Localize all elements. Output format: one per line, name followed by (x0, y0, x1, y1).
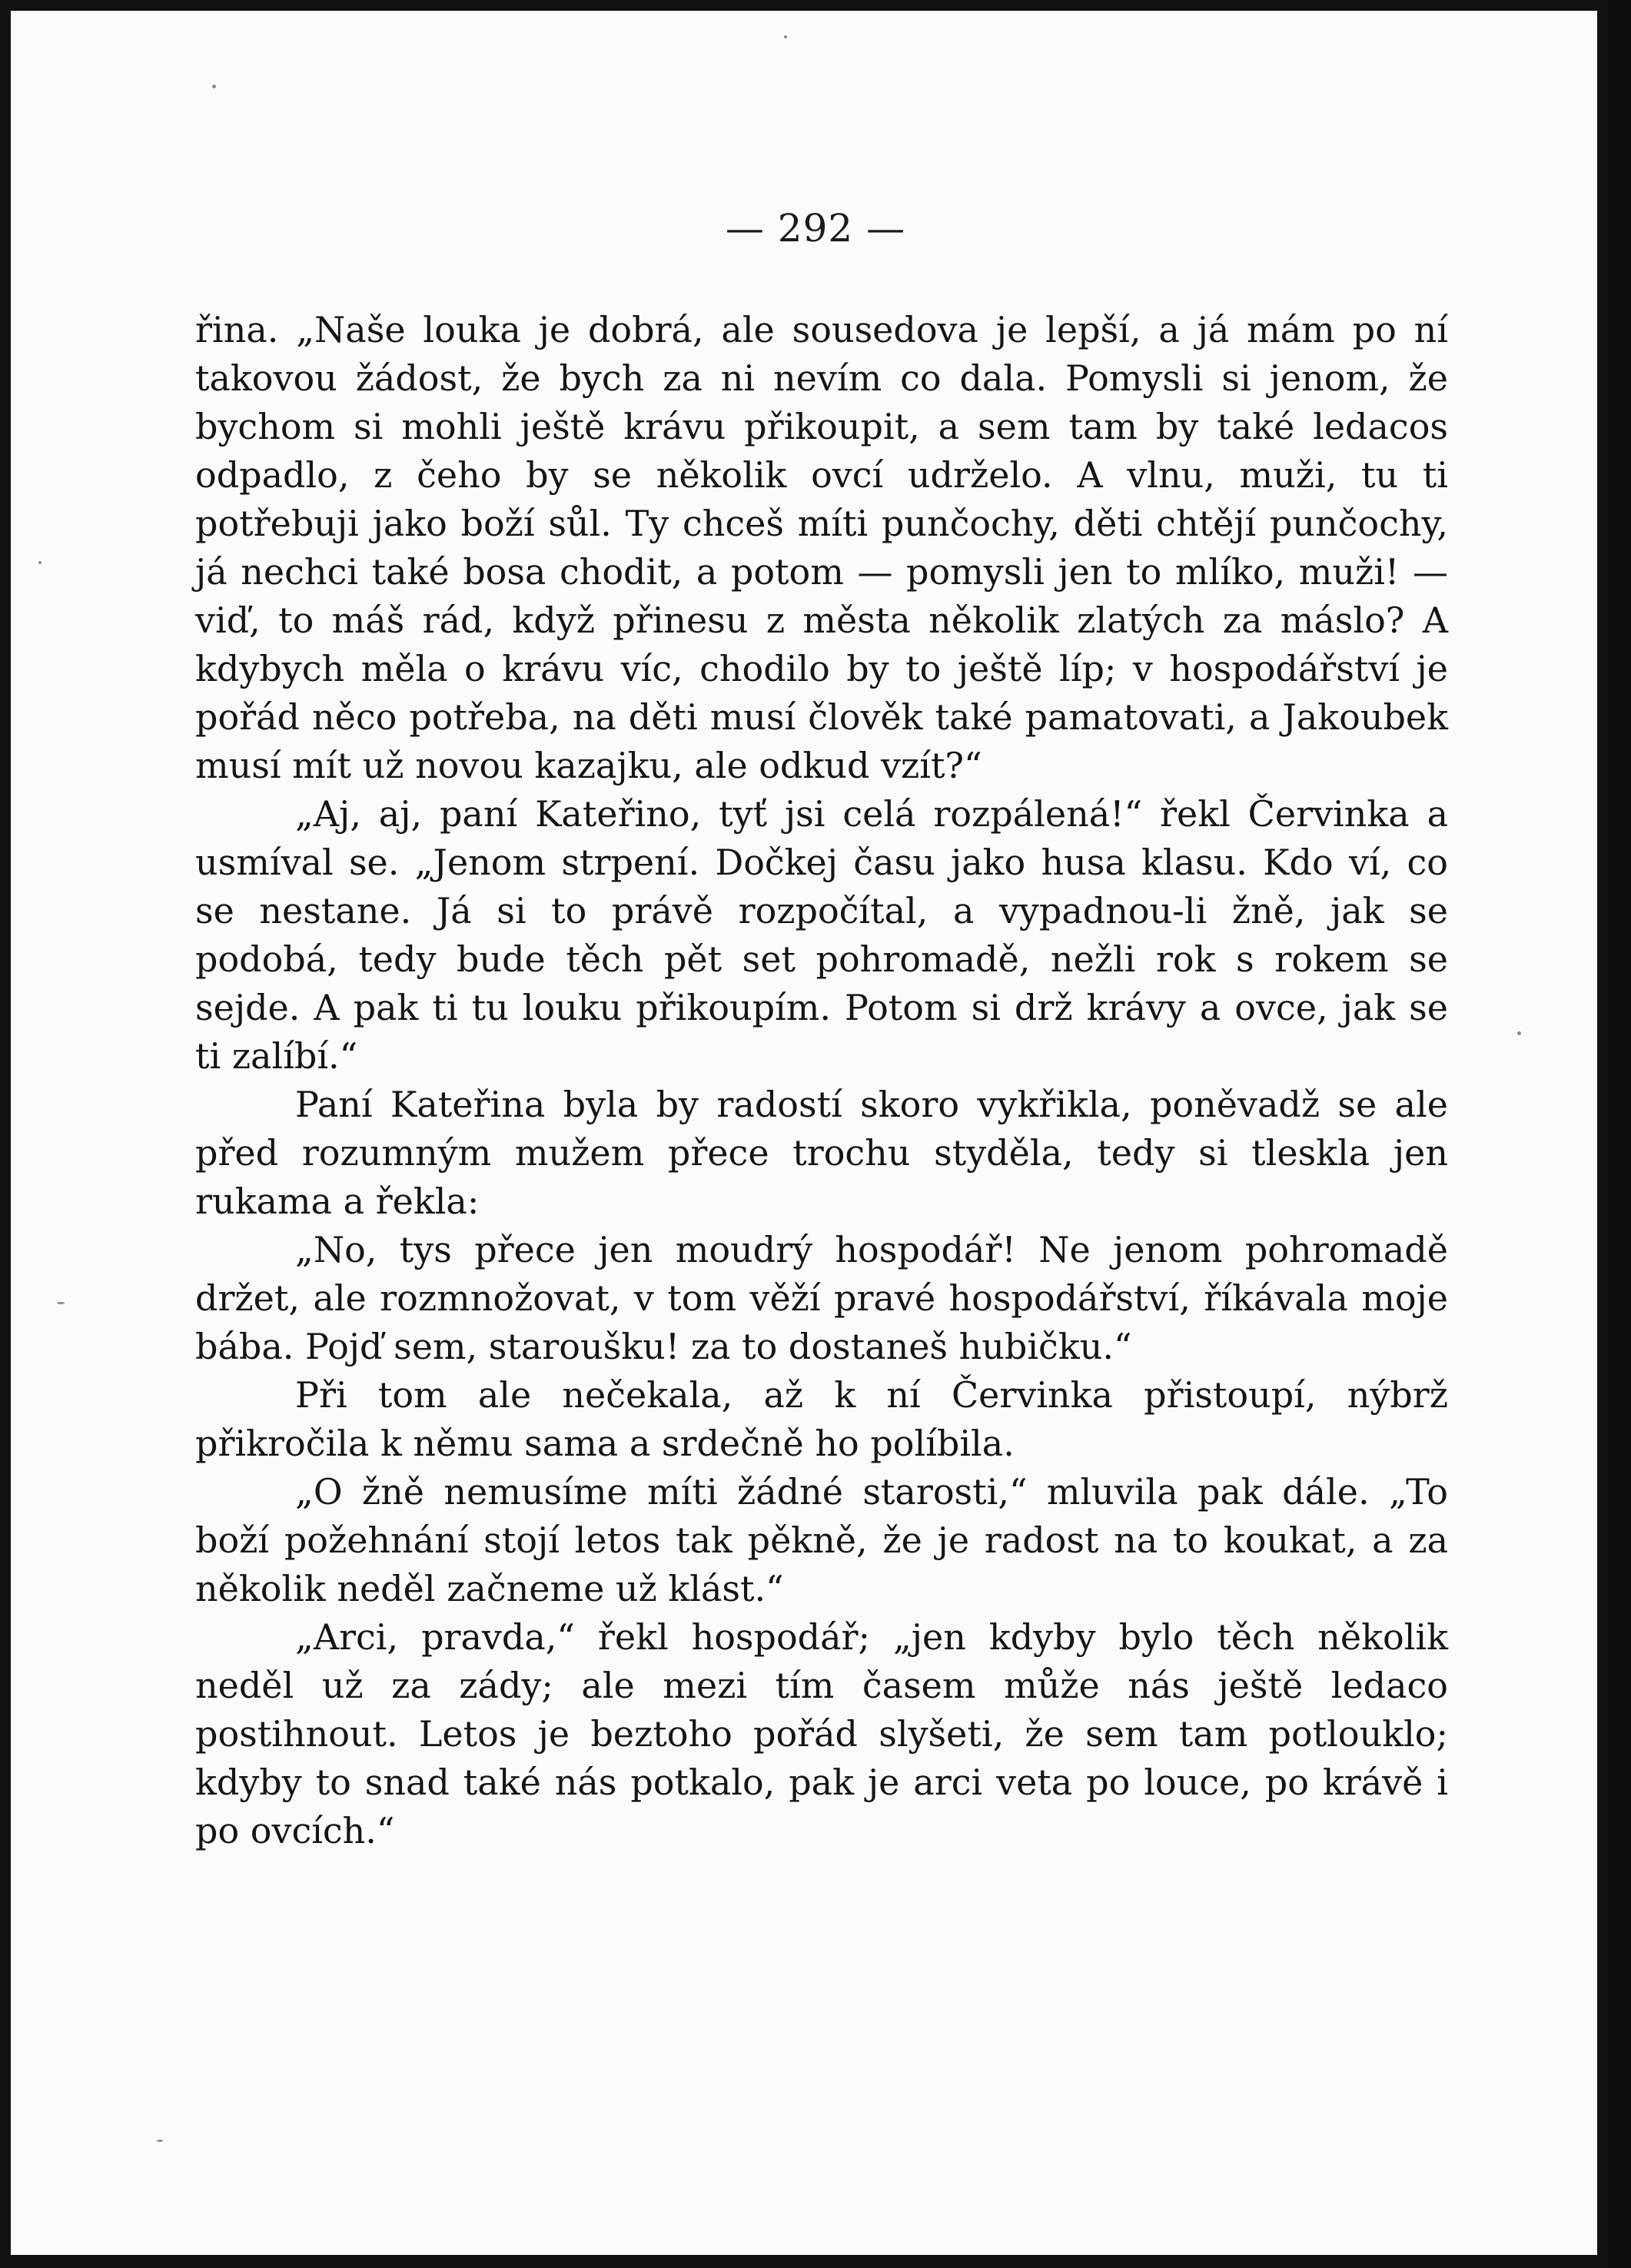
paper-speck (212, 85, 216, 88)
paragraph: „No, tys přece jen moudrý hospodář! Ne jenom pohromadě držet, ale rozmnožovat, v tom věží pravé hospodářství, říkávala moje bába. Pojď sem, staroušku! za to dostaneš hubičku.“ (195, 1229, 1448, 1367)
paper-speck (57, 1302, 65, 1304)
paper-speck (784, 35, 787, 38)
page-number: — 292 — (725, 206, 906, 251)
paragraph: „O žně nemusíme míti žádné starosti,“ mluvila pak dále. „To boží požehnání stojí letos tak pěkně, že je radost na to koukat, a za několik neděl začneme už klást.“ (195, 1471, 1448, 1609)
paper-speck (157, 2140, 163, 2142)
paragraph: „Arci, pravda,“ řekl hospodář; „jen kdyby bylo těch několik neděl už za zády; ale mezi tím časem může nás ještě ledaco postihnout. Letos je beztoho pořád slyšeti, že sem tam potlouklo; kdyby to snad také nás potkalo, pak je arci veta po louce, po krávě i po ovcích.“ (195, 1616, 1448, 1851)
paper-speck (1517, 1031, 1521, 1035)
paragraph: „Aj, aj, paní Kateřino, tyť jsi celá rozpálená!“ řekl Červinka a usmíval se. „Jenom strpení. Dočkej času jako husa klasu. Kdo ví, co se nestane. Já si to právě rozpočítal, a vypadnou-li žně, jak se podobá, tedy bude těch pět set pohromadě, nežli rok s rokem se sejde. A pak ti tu louku přikoupím. Potom si drž krávy a ovce, jak se ti zalíbí.“ (195, 793, 1448, 1077)
paragraph: Paní Kateřina byla by radostí skoro vykřikla, poněvadž se ale před rozumným mužem přece trochu styděla, tedy si tleskla jen rukama a řekla: (195, 1084, 1448, 1222)
page-text (195, 306, 1448, 1855)
scan-edge (1608, 0, 1631, 2268)
paragraph: Při tom ale nečekala, až k ní Červinka přistoupí, nýbrž přikročila k němu sama a srdečně ho políbila. (195, 1374, 1448, 1464)
paper-speck (38, 561, 42, 564)
paragraph: řina. „Naše louka je dobrá, ale sousedova je lepší, a já mám po ní takovou žádost, že bych za ni nevím co dala. Pomysli si jenom, že bychom si mohli ještě krávu přikoupit, a sem tam by také ledacos odpadlo, z čeho by se několik ovcí udrželo. A vlnu, muži, tu ti potřebuji jako boží sůl. Ty chceš míti punčochy, děti chtějí punčochy, já nechci také bosa chodit, a potom — pomysli jen to mlíko, muži! — viď, to máš rád, když přinesu z města několik zlatých za máslo? A kdybych měla o krávu víc, chodilo by to ještě líp; v hospodářství je pořád něco potřeba, na děti musí člověk také pamatovati, a Jakoubek musí mít už novou kazajku, ale odkud vzít?“ (195, 309, 1448, 786)
